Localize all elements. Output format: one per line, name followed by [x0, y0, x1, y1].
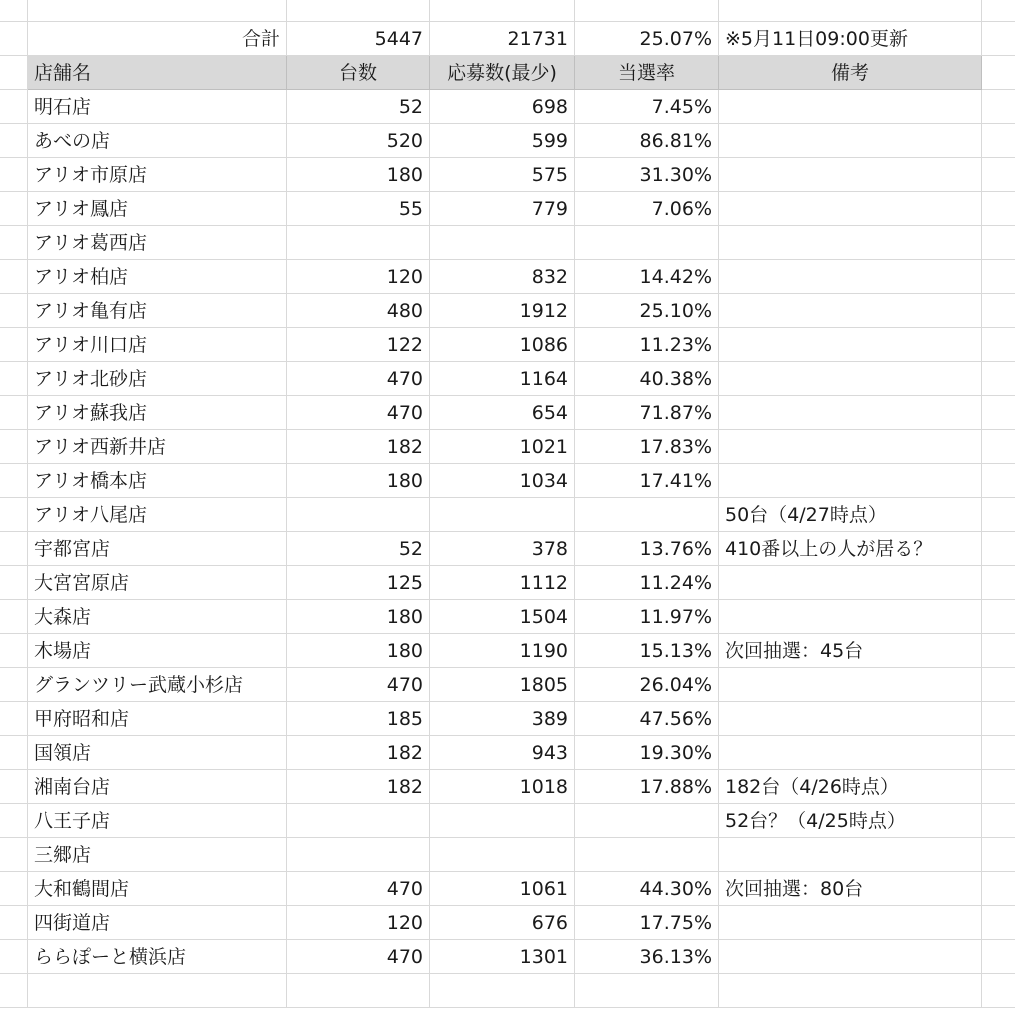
- rate-cell[interactable]: 11.97%: [575, 600, 719, 634]
- table-row: [0, 430, 1015, 464]
- applicants-cell[interactable]: [430, 838, 575, 872]
- rate-cell[interactable]: 11.23%: [575, 328, 719, 362]
- note-cell[interactable]: [719, 294, 982, 328]
- note-cell[interactable]: 410番以上の人が居る？: [719, 532, 982, 566]
- store-cell[interactable]: 甲府昭和店: [28, 702, 287, 736]
- rate-cell[interactable]: 44.30%: [575, 872, 719, 906]
- units-cell[interactable]: 182: [287, 736, 430, 770]
- note-cell[interactable]: [719, 192, 982, 226]
- rate-cell[interactable]: 17.41%: [575, 464, 719, 498]
- rate-cell[interactable]: 47.56%: [575, 702, 719, 736]
- store-cell[interactable]: あべの店: [28, 124, 287, 158]
- table-row: [0, 634, 1015, 668]
- store-cell[interactable]: アリオ亀有店: [28, 294, 287, 328]
- rate-cell[interactable]: 7.06%: [575, 192, 719, 226]
- applicants-cell[interactable]: 698: [430, 90, 575, 124]
- note-cell[interactable]: 50台（4/27時点）: [719, 498, 982, 532]
- units-cell[interactable]: 182: [287, 430, 430, 464]
- header-units[interactable]: 台数: [287, 56, 430, 90]
- store-cell[interactable]: 明石店: [28, 90, 287, 124]
- store-cell[interactable]: 大和鶴間店: [28, 872, 287, 906]
- units-cell[interactable]: 55: [287, 192, 430, 226]
- units-cell[interactable]: [287, 226, 430, 260]
- store-cell[interactable]: [28, 974, 287, 1008]
- table-row: [0, 600, 1015, 634]
- store-cell[interactable]: 国領店: [28, 736, 287, 770]
- table-row: [0, 124, 1015, 158]
- note-cell[interactable]: [719, 974, 982, 1008]
- rate-cell[interactable]: 19.30%: [575, 736, 719, 770]
- note-cell[interactable]: [719, 124, 982, 158]
- note-cell[interactable]: [719, 736, 982, 770]
- units-cell[interactable]: 180: [287, 634, 430, 668]
- note-cell[interactable]: [719, 362, 982, 396]
- table-row: [0, 498, 1015, 532]
- header-store[interactable]: 店舗名: [28, 56, 287, 90]
- units-cell[interactable]: 120: [287, 906, 430, 940]
- summary-applicants[interactable]: 21731: [430, 22, 575, 56]
- store-cell[interactable]: アリオ北砂店: [28, 362, 287, 396]
- store-cell[interactable]: 八王子店: [28, 804, 287, 838]
- note-cell[interactable]: [719, 668, 982, 702]
- units-cell[interactable]: 52: [287, 90, 430, 124]
- applicants-cell[interactable]: 1112: [430, 566, 575, 600]
- applicants-cell[interactable]: 1190: [430, 634, 575, 668]
- units-cell[interactable]: 180: [287, 600, 430, 634]
- applicants-cell[interactable]: 1021: [430, 430, 575, 464]
- header-row: [0, 56, 1015, 90]
- units-cell[interactable]: [287, 498, 430, 532]
- table-row: [0, 90, 1015, 124]
- units-cell[interactable]: 180: [287, 464, 430, 498]
- note-cell[interactable]: [719, 396, 982, 430]
- table-row: [0, 804, 1015, 838]
- note-cell[interactable]: [719, 906, 982, 940]
- table-row: [0, 192, 1015, 226]
- store-cell[interactable]: 湘南台店: [28, 770, 287, 804]
- rate-cell[interactable]: 26.04%: [575, 668, 719, 702]
- store-cell[interactable]: アリオ橋本店: [28, 464, 287, 498]
- units-cell[interactable]: 480: [287, 294, 430, 328]
- note-cell[interactable]: [719, 260, 982, 294]
- rate-cell[interactable]: 11.24%: [575, 566, 719, 600]
- applicants-cell[interactable]: 1301: [430, 940, 575, 974]
- units-cell[interactable]: 520: [287, 124, 430, 158]
- summary-rate[interactable]: 25.07%: [575, 22, 719, 56]
- applicants-cell[interactable]: 943: [430, 736, 575, 770]
- header-rate[interactable]: 当選率: [575, 56, 719, 90]
- rate-cell[interactable]: [575, 226, 719, 260]
- note-cell[interactable]: 182台（4/26時点）: [719, 770, 982, 804]
- rate-cell[interactable]: 7.45%: [575, 90, 719, 124]
- table-row: [0, 906, 1015, 940]
- store-cell[interactable]: アリオ柏店: [28, 260, 287, 294]
- applicants-cell[interactable]: 378: [430, 532, 575, 566]
- store-cell[interactable]: アリオ鳳店: [28, 192, 287, 226]
- table-row: [0, 158, 1015, 192]
- store-cell[interactable]: 大森店: [28, 600, 287, 634]
- note-cell[interactable]: [719, 328, 982, 362]
- applicants-cell[interactable]: 599: [430, 124, 575, 158]
- applicants-cell[interactable]: [430, 974, 575, 1008]
- units-cell[interactable]: 470: [287, 940, 430, 974]
- store-cell[interactable]: グランツリー武蔵小杉店: [28, 668, 287, 702]
- note-cell[interactable]: [719, 702, 982, 736]
- units-cell[interactable]: 52: [287, 532, 430, 566]
- note-cell[interactable]: 次回抽選：80台: [719, 872, 982, 906]
- table-row: [0, 328, 1015, 362]
- rate-cell[interactable]: [575, 838, 719, 872]
- table-row: [0, 872, 1015, 906]
- table-row: [0, 838, 1015, 872]
- rate-cell[interactable]: 36.13%: [575, 940, 719, 974]
- note-cell[interactable]: [719, 600, 982, 634]
- note-cell[interactable]: [719, 940, 982, 974]
- table-row: [0, 974, 1015, 1008]
- note-cell[interactable]: [719, 90, 982, 124]
- summary-row: [0, 22, 1015, 56]
- store-cell[interactable]: アリオ市原店: [28, 158, 287, 192]
- rate-cell[interactable]: 40.38%: [575, 362, 719, 396]
- applicants-cell[interactable]: 389: [430, 702, 575, 736]
- applicants-cell[interactable]: 1805: [430, 668, 575, 702]
- note-cell[interactable]: [719, 464, 982, 498]
- note-cell[interactable]: [719, 430, 982, 464]
- applicants-cell[interactable]: 1912: [430, 294, 575, 328]
- rate-cell[interactable]: [575, 498, 719, 532]
- store-cell[interactable]: アリオ八尾店: [28, 498, 287, 532]
- note-cell[interactable]: [719, 226, 982, 260]
- applicants-cell[interactable]: [430, 226, 575, 260]
- applicants-cell[interactable]: [430, 804, 575, 838]
- applicants-cell[interactable]: 779: [430, 192, 575, 226]
- applicants-cell[interactable]: 1061: [430, 872, 575, 906]
- store-cell[interactable]: 宇都宮店: [28, 532, 287, 566]
- units-cell[interactable]: 182: [287, 770, 430, 804]
- applicants-cell[interactable]: 575: [430, 158, 575, 192]
- table-row: [0, 668, 1015, 702]
- applicants-cell[interactable]: 654: [430, 396, 575, 430]
- units-cell[interactable]: 180: [287, 158, 430, 192]
- applicants-cell[interactable]: 832: [430, 260, 575, 294]
- store-cell[interactable]: アリオ葛西店: [28, 226, 287, 260]
- note-cell[interactable]: 52台？（4/25時点）: [719, 804, 982, 838]
- header-note[interactable]: 備考: [719, 56, 982, 90]
- rate-cell[interactable]: 25.10%: [575, 294, 719, 328]
- rate-cell[interactable]: 71.87%: [575, 396, 719, 430]
- units-cell[interactable]: 470: [287, 872, 430, 906]
- applicants-cell[interactable]: 1164: [430, 362, 575, 396]
- header-applicants[interactable]: 応募数(最少): [430, 56, 575, 90]
- rate-cell[interactable]: 17.88%: [575, 770, 719, 804]
- note-cell[interactable]: 次回抽選：45台: [719, 634, 982, 668]
- table-row: [0, 532, 1015, 566]
- applicants-cell[interactable]: 676: [430, 906, 575, 940]
- applicants-cell[interactable]: 1504: [430, 600, 575, 634]
- table-row: [0, 702, 1015, 736]
- table-row: [0, 260, 1015, 294]
- store-cell[interactable]: アリオ西新井店: [28, 430, 287, 464]
- store-cell[interactable]: 四街道店: [28, 906, 287, 940]
- note-cell[interactable]: [719, 566, 982, 600]
- table-row: [0, 362, 1015, 396]
- units-cell[interactable]: 120: [287, 260, 430, 294]
- units-cell[interactable]: 122: [287, 328, 430, 362]
- rate-cell[interactable]: [575, 974, 719, 1008]
- note-cell[interactable]: [719, 838, 982, 872]
- table-row: [0, 566, 1015, 600]
- units-cell[interactable]: 470: [287, 396, 430, 430]
- units-cell[interactable]: [287, 974, 430, 1008]
- store-cell[interactable]: 三郷店: [28, 838, 287, 872]
- summary-note[interactable]: ※5月11日09:00更新: [719, 22, 982, 56]
- summary-units[interactable]: 5447: [287, 22, 430, 56]
- rate-cell[interactable]: [575, 804, 719, 838]
- rate-cell[interactable]: 86.81%: [575, 124, 719, 158]
- applicants-cell[interactable]: [430, 498, 575, 532]
- table-row: [0, 464, 1015, 498]
- note-cell[interactable]: [719, 158, 982, 192]
- rate-cell[interactable]: 13.76%: [575, 532, 719, 566]
- rate-cell[interactable]: 17.75%: [575, 906, 719, 940]
- table-row: [0, 226, 1015, 260]
- table-row: [0, 770, 1015, 804]
- table-row: [0, 294, 1015, 328]
- applicants-cell[interactable]: 1086: [430, 328, 575, 362]
- units-cell[interactable]: 185: [287, 702, 430, 736]
- units-cell[interactable]: 125: [287, 566, 430, 600]
- rate-cell[interactable]: 31.30%: [575, 158, 719, 192]
- blank-row: [0, 0, 1015, 22]
- table-row: [0, 736, 1015, 770]
- applicants-cell[interactable]: 1018: [430, 770, 575, 804]
- table-row: [0, 396, 1015, 430]
- rate-cell[interactable]: 14.42%: [575, 260, 719, 294]
- units-cell[interactable]: [287, 804, 430, 838]
- units-cell[interactable]: 470: [287, 668, 430, 702]
- units-cell[interactable]: [287, 838, 430, 872]
- store-cell[interactable]: 木場店: [28, 634, 287, 668]
- store-cell[interactable]: アリオ川口店: [28, 328, 287, 362]
- store-cell[interactable]: アリオ蘇我店: [28, 396, 287, 430]
- store-cell[interactable]: ららぽーと横浜店: [28, 940, 287, 974]
- rate-cell[interactable]: 15.13%: [575, 634, 719, 668]
- units-cell[interactable]: 470: [287, 362, 430, 396]
- rate-cell[interactable]: 17.83%: [575, 430, 719, 464]
- summary-label[interactable]: 合計: [28, 22, 287, 56]
- store-cell[interactable]: 大宮宮原店: [28, 566, 287, 600]
- table-row: [0, 940, 1015, 974]
- applicants-cell[interactable]: 1034: [430, 464, 575, 498]
